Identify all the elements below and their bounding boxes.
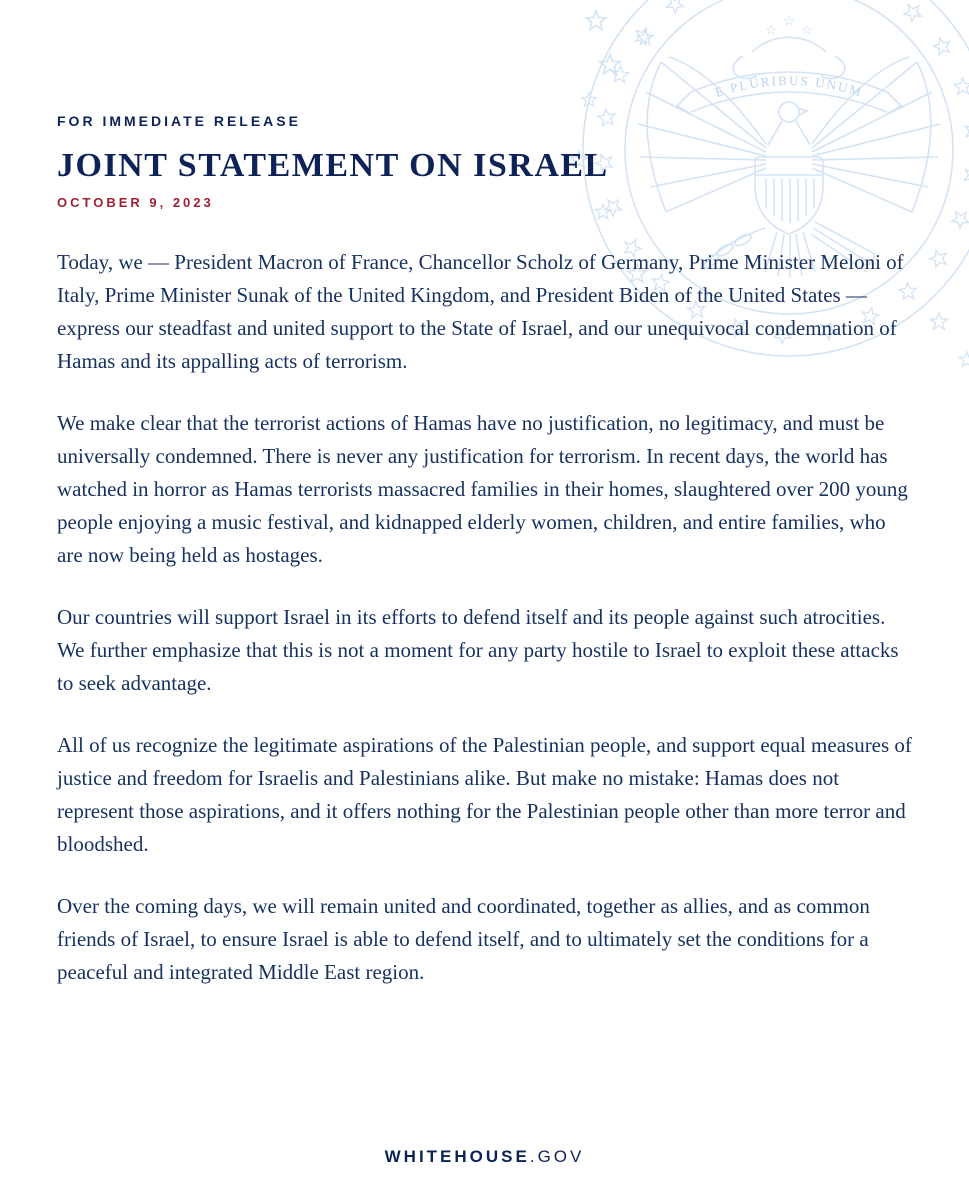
site-brand-name: WHITEHOUSE [384, 1147, 530, 1166]
page-title: JOINT STATEMENT ON ISRAEL [57, 147, 609, 184]
site-brand-tld: .GOV [529, 1147, 585, 1166]
footer [0, 1147, 969, 1167]
press-release-body [57, 246, 912, 989]
release-date: OCTOBER 9, 2023 [57, 195, 214, 210]
body-paragraph: Over the coming days, we will remain united and coordinated, together as allies, and as common friends of Israel, to ensure Israel is able to defend itself, and to ultimately set the conditions for a peaceful and integrated Middle East region. [57, 894, 870, 984]
seal-motto-text: E PLURIBUS UNUM [713, 72, 865, 100]
seal-glory-stars [767, 17, 812, 34]
site-brand [385, 1147, 585, 1166]
press-release-content [57, 113, 912, 1018]
body-paragraph: Our countries will support Israel in its efforts to defend itself and its people against such atrocities. We further emphasize that this is not a moment for any party hostile to Israel to exploit these attacks to seek advantage. [57, 605, 899, 695]
release-kicker: FOR IMMEDIATE RELEASE [57, 113, 301, 129]
body-paragraph: Today, we — President Macron of France, Chancellor Scholz of Germany, Prime Minister Meloni of Italy, Prime Minister Sunak of the United Kingdom, and President Biden of the United States — express our steadfast and united support to the State of Israel, and our unequivocal condemnation of Hamas and its appalling acts of terrorism. [57, 250, 904, 373]
body-paragraph: All of us recognize the legitimate aspirations of the Palestinian people, and support equal measures of justice and freedom for Israelis and Palestinians alike. But make no mistake: Hamas does not represent those aspirations, and it offers nothing for the Palestinian people other than more terror and bloodshed. [57, 733, 912, 856]
body-paragraph: We make clear that the terrorist actions of Hamas have no justification, no legitimacy, and must be universally condemned. There is never any justification for terrorism. In recent days, the world has watched in horror as Hamas terrorists massacred families in their homes, slaughtered over 200 young people enjoying a music festival, and kidnapped elderly women, children, and entire families, who are now being held as hostages. [57, 411, 908, 567]
